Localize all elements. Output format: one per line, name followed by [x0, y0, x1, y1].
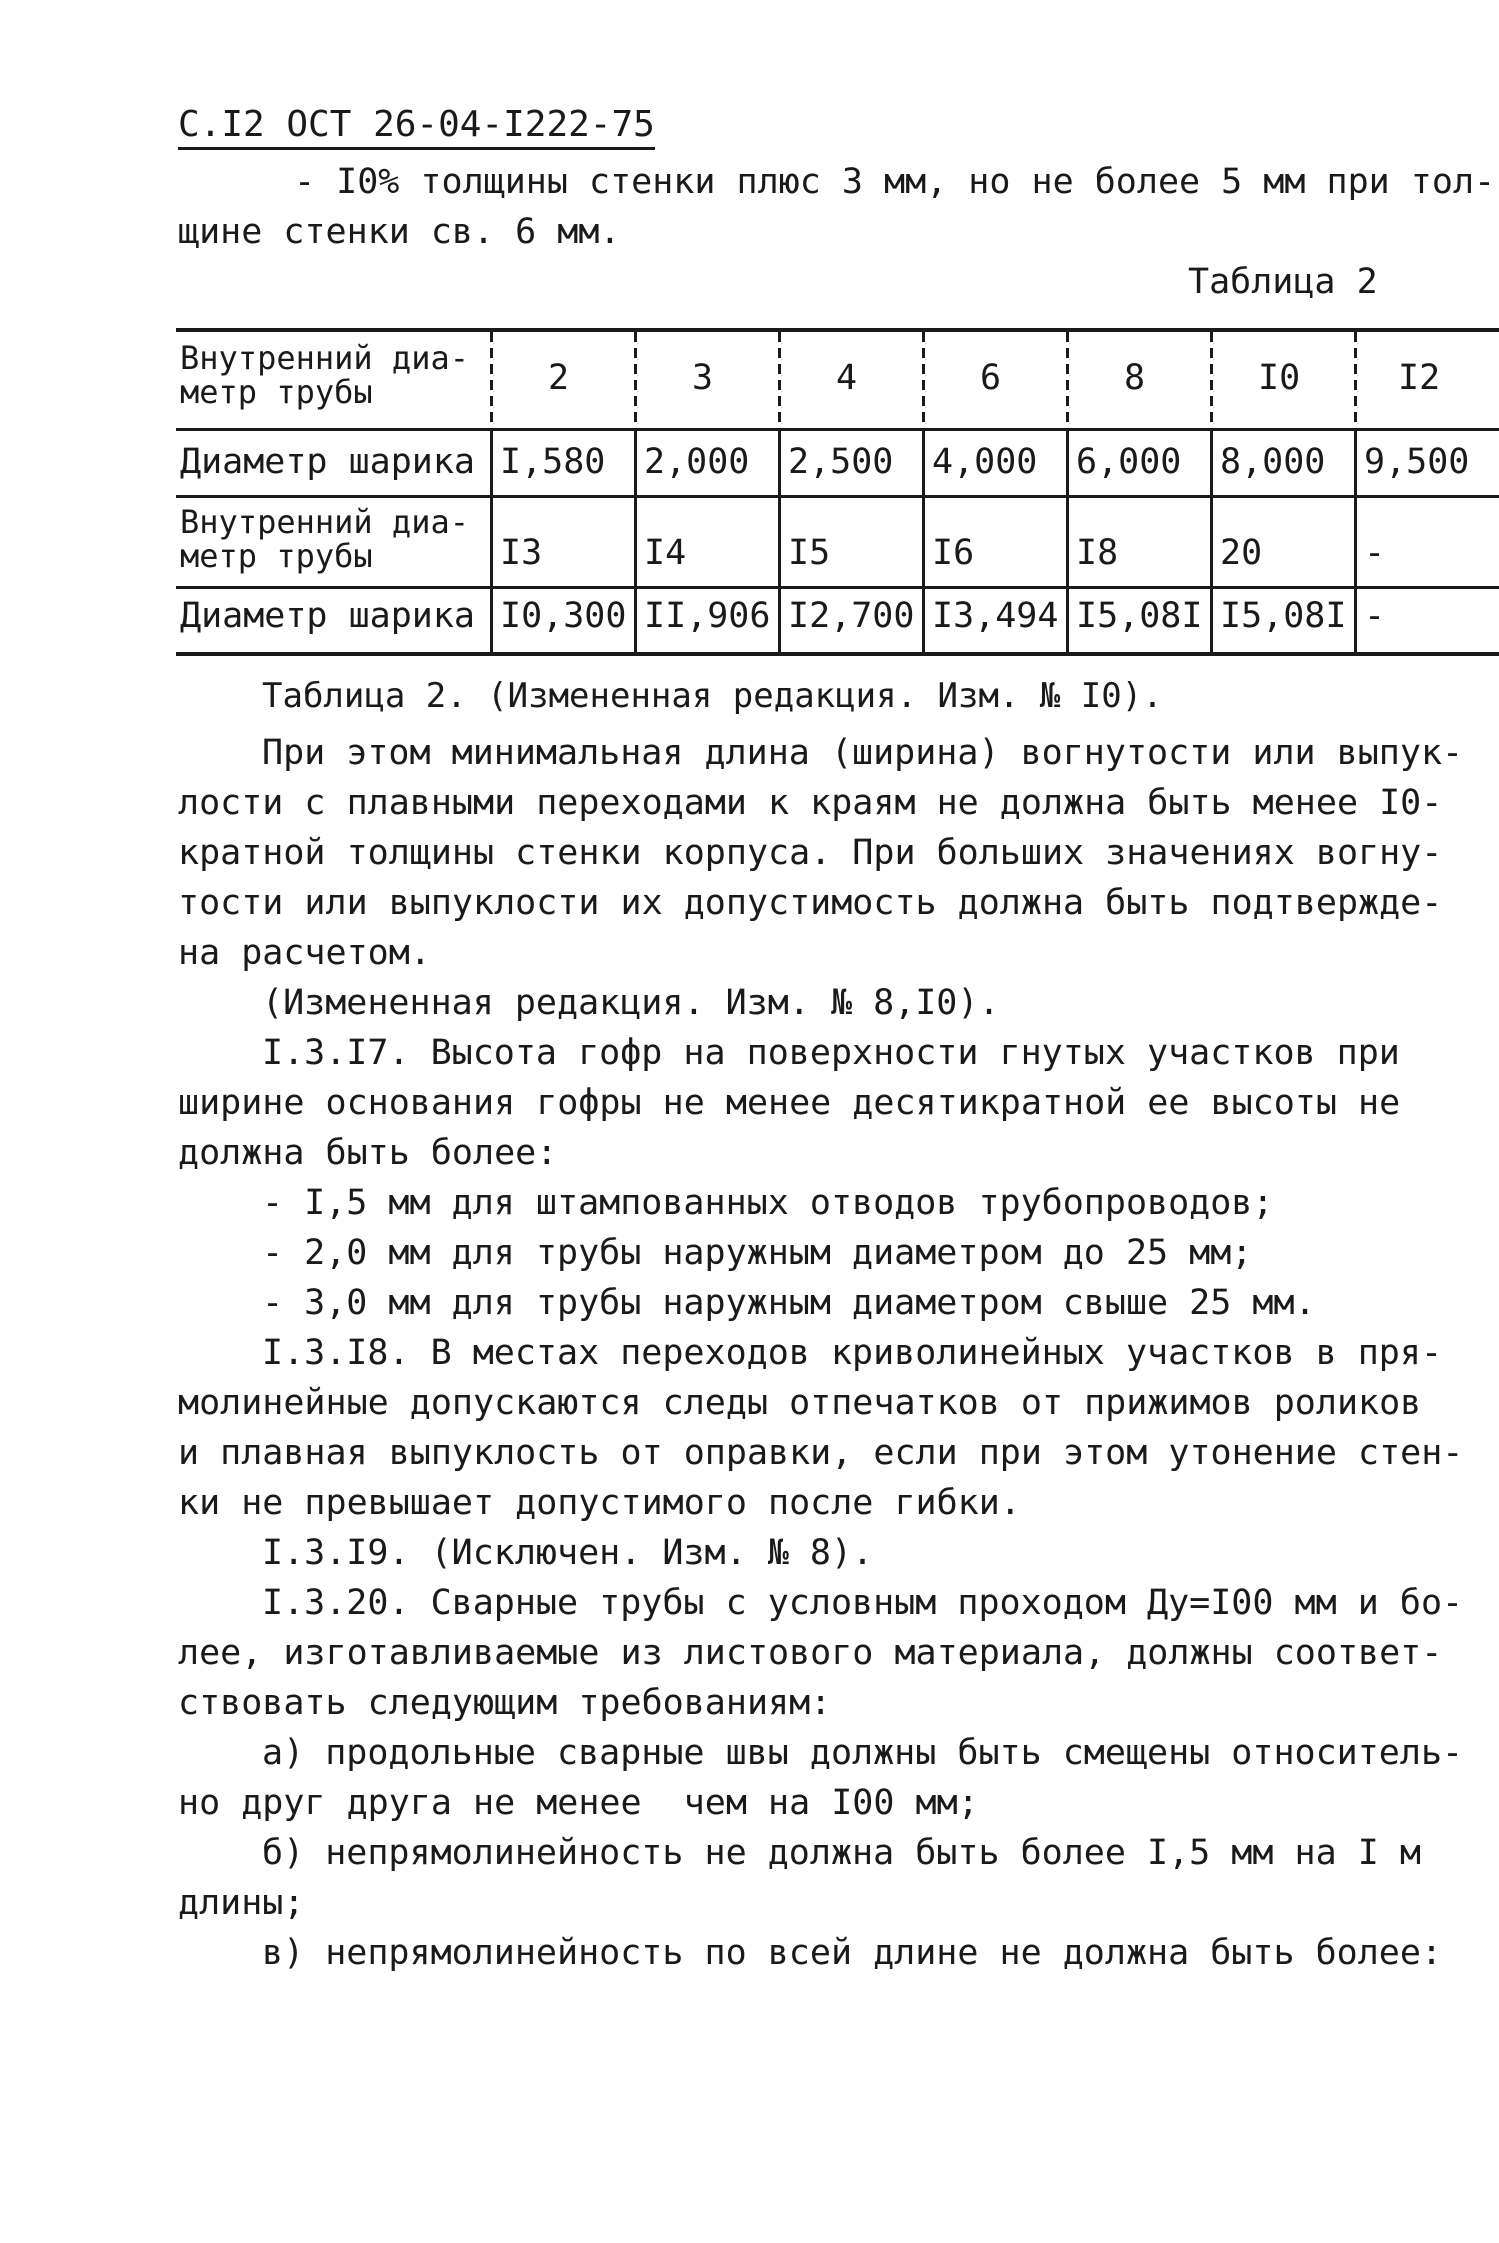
body-line: (Измененная редакция. Изм. № 8,I0).	[262, 983, 1000, 1023]
column-divider	[778, 428, 781, 652]
column-divider	[1354, 332, 1357, 428]
table-cell: -	[1364, 596, 1386, 636]
body-line: и плавная выпуклость от оправки, если при этом утонение стен-	[178, 1433, 1464, 1473]
column-divider	[1066, 332, 1069, 428]
table-cell: I4	[644, 533, 687, 573]
body-line: лее, изготавливаемые из листового материала, должны соответ-	[178, 1633, 1443, 1673]
table-cell: 6	[980, 358, 1002, 398]
table-cell: I0	[1258, 358, 1301, 398]
row-label: Диаметр шарика	[180, 442, 476, 482]
column-divider	[634, 332, 637, 428]
table-cell: I2,700	[788, 596, 915, 636]
table-cell: I0,300	[500, 596, 627, 636]
column-divider	[778, 332, 781, 428]
column-divider	[1066, 428, 1069, 652]
intro-line: щине стенки св. 6 мм.	[178, 212, 621, 252]
table-top-rule	[176, 328, 1499, 332]
column-divider	[1210, 428, 1213, 652]
row-divider	[176, 495, 1499, 498]
table-cell: I3	[500, 533, 543, 573]
table-cell: I8	[1076, 533, 1119, 573]
body-line: кратной толщины стенки корпуса. При больших значениях вогну-	[178, 833, 1443, 873]
row-label: Внутренний диа- метр трубы	[180, 339, 469, 411]
body-line: - I,5 мм для штампованных отводов трубопроводов;	[262, 1183, 1274, 1223]
body-line: на расчетом.	[178, 933, 431, 973]
column-divider	[490, 332, 493, 428]
table-cell: I6	[932, 533, 975, 573]
table-cell: I,580	[500, 442, 606, 482]
body-line: должна быть более:	[178, 1133, 558, 1173]
table-cell: 9,500	[1364, 445, 1470, 480]
body-line: длины;	[178, 1883, 305, 1923]
table-cell: 2,000	[644, 442, 750, 482]
body-line: - 3,0 мм для трубы наружным диаметром свыше 25 мм.	[262, 1283, 1316, 1323]
table-cell: 3	[692, 358, 714, 398]
table-bottom-rule	[176, 652, 1499, 656]
table-cell: II,906	[644, 596, 771, 636]
table-cell: I3,494	[932, 596, 1059, 636]
table-cell: 4	[836, 358, 858, 398]
body-line: I.3.I8. В местах переходов криволинейных участков в пря-	[262, 1333, 1443, 1373]
table-cell: I5,08I	[1220, 596, 1347, 636]
table-cell: 2,500	[788, 442, 894, 482]
table-label: Таблица 2	[1188, 262, 1378, 302]
body-line: а) продольные сварные швы должны быть смещены относитель-	[262, 1733, 1464, 1773]
column-divider	[922, 428, 925, 652]
body-line: молинейные допускаются следы отпечатков от прижимов роликов	[178, 1383, 1422, 1423]
table-caption: Таблица 2. (Измененная редакция. Изм. № I0).	[262, 676, 1163, 716]
row-divider	[176, 586, 1499, 589]
body-line: I.3.20. Сварные трубы с условным проходом Ду=I00 мм и бо-	[262, 1583, 1464, 1623]
column-divider	[1354, 428, 1357, 652]
table-cell: I5	[788, 533, 831, 573]
table-cell: 4,000	[932, 442, 1038, 482]
table-cell: 6,000	[1076, 442, 1182, 482]
body-line: лости с плавными переходами к краям не должна быть менее I0-	[178, 783, 1443, 823]
body-line: ширине основания гофры не менее десятикратной ее высоты не	[178, 1083, 1401, 1123]
body-line: I.3.I7. Высота гофр на поверхности гнутых участков при	[262, 1033, 1400, 1073]
document-header: С.I2 ОСТ 26-04-I222-75	[178, 104, 655, 150]
column-divider	[490, 428, 493, 652]
body-line: ки не превышает допустимого после гибки.	[178, 1483, 1021, 1523]
column-divider	[1210, 332, 1213, 428]
row-divider	[176, 428, 1499, 431]
column-divider	[922, 332, 925, 428]
body-line: б) непрямолинейность не должна быть более I,5 мм на I м	[262, 1833, 1421, 1873]
body-line: I.3.I9. (Исключен. Изм. № 8).	[262, 1533, 874, 1573]
table-cell: 8,000	[1220, 442, 1326, 482]
body-line: - 2,0 мм для трубы наружным диаметром до 25 мм;	[262, 1233, 1253, 1273]
table-cell: 8	[1124, 358, 1146, 398]
body-line: При этом минимальная длина (ширина) вогнутости или выпук-	[262, 733, 1464, 773]
body-line: тости или выпуклости их допустимость должна быть подтвержде-	[178, 883, 1443, 923]
intro-line: - I0% толщины стенки плюс 3 мм, но не более 5 мм при тол-	[294, 162, 1496, 202]
column-divider	[634, 428, 637, 652]
body-line: в) непрямолинейность по всей длине не должна быть более:	[262, 1933, 1443, 1973]
table-cell: I5,08I	[1076, 596, 1203, 636]
table-cell: 20	[1220, 533, 1263, 573]
row-label: Внутренний диа- метр трубы	[180, 503, 469, 575]
body-line: но друг друга не менее чем на I00 мм;	[178, 1783, 979, 1823]
row-label: Диаметр шарика	[180, 596, 476, 636]
table-cell: 2	[548, 358, 570, 398]
body-line: ствовать следующим требованиям:	[178, 1683, 832, 1723]
table-cell: -	[1364, 533, 1386, 573]
table-cell: I2	[1398, 358, 1441, 398]
